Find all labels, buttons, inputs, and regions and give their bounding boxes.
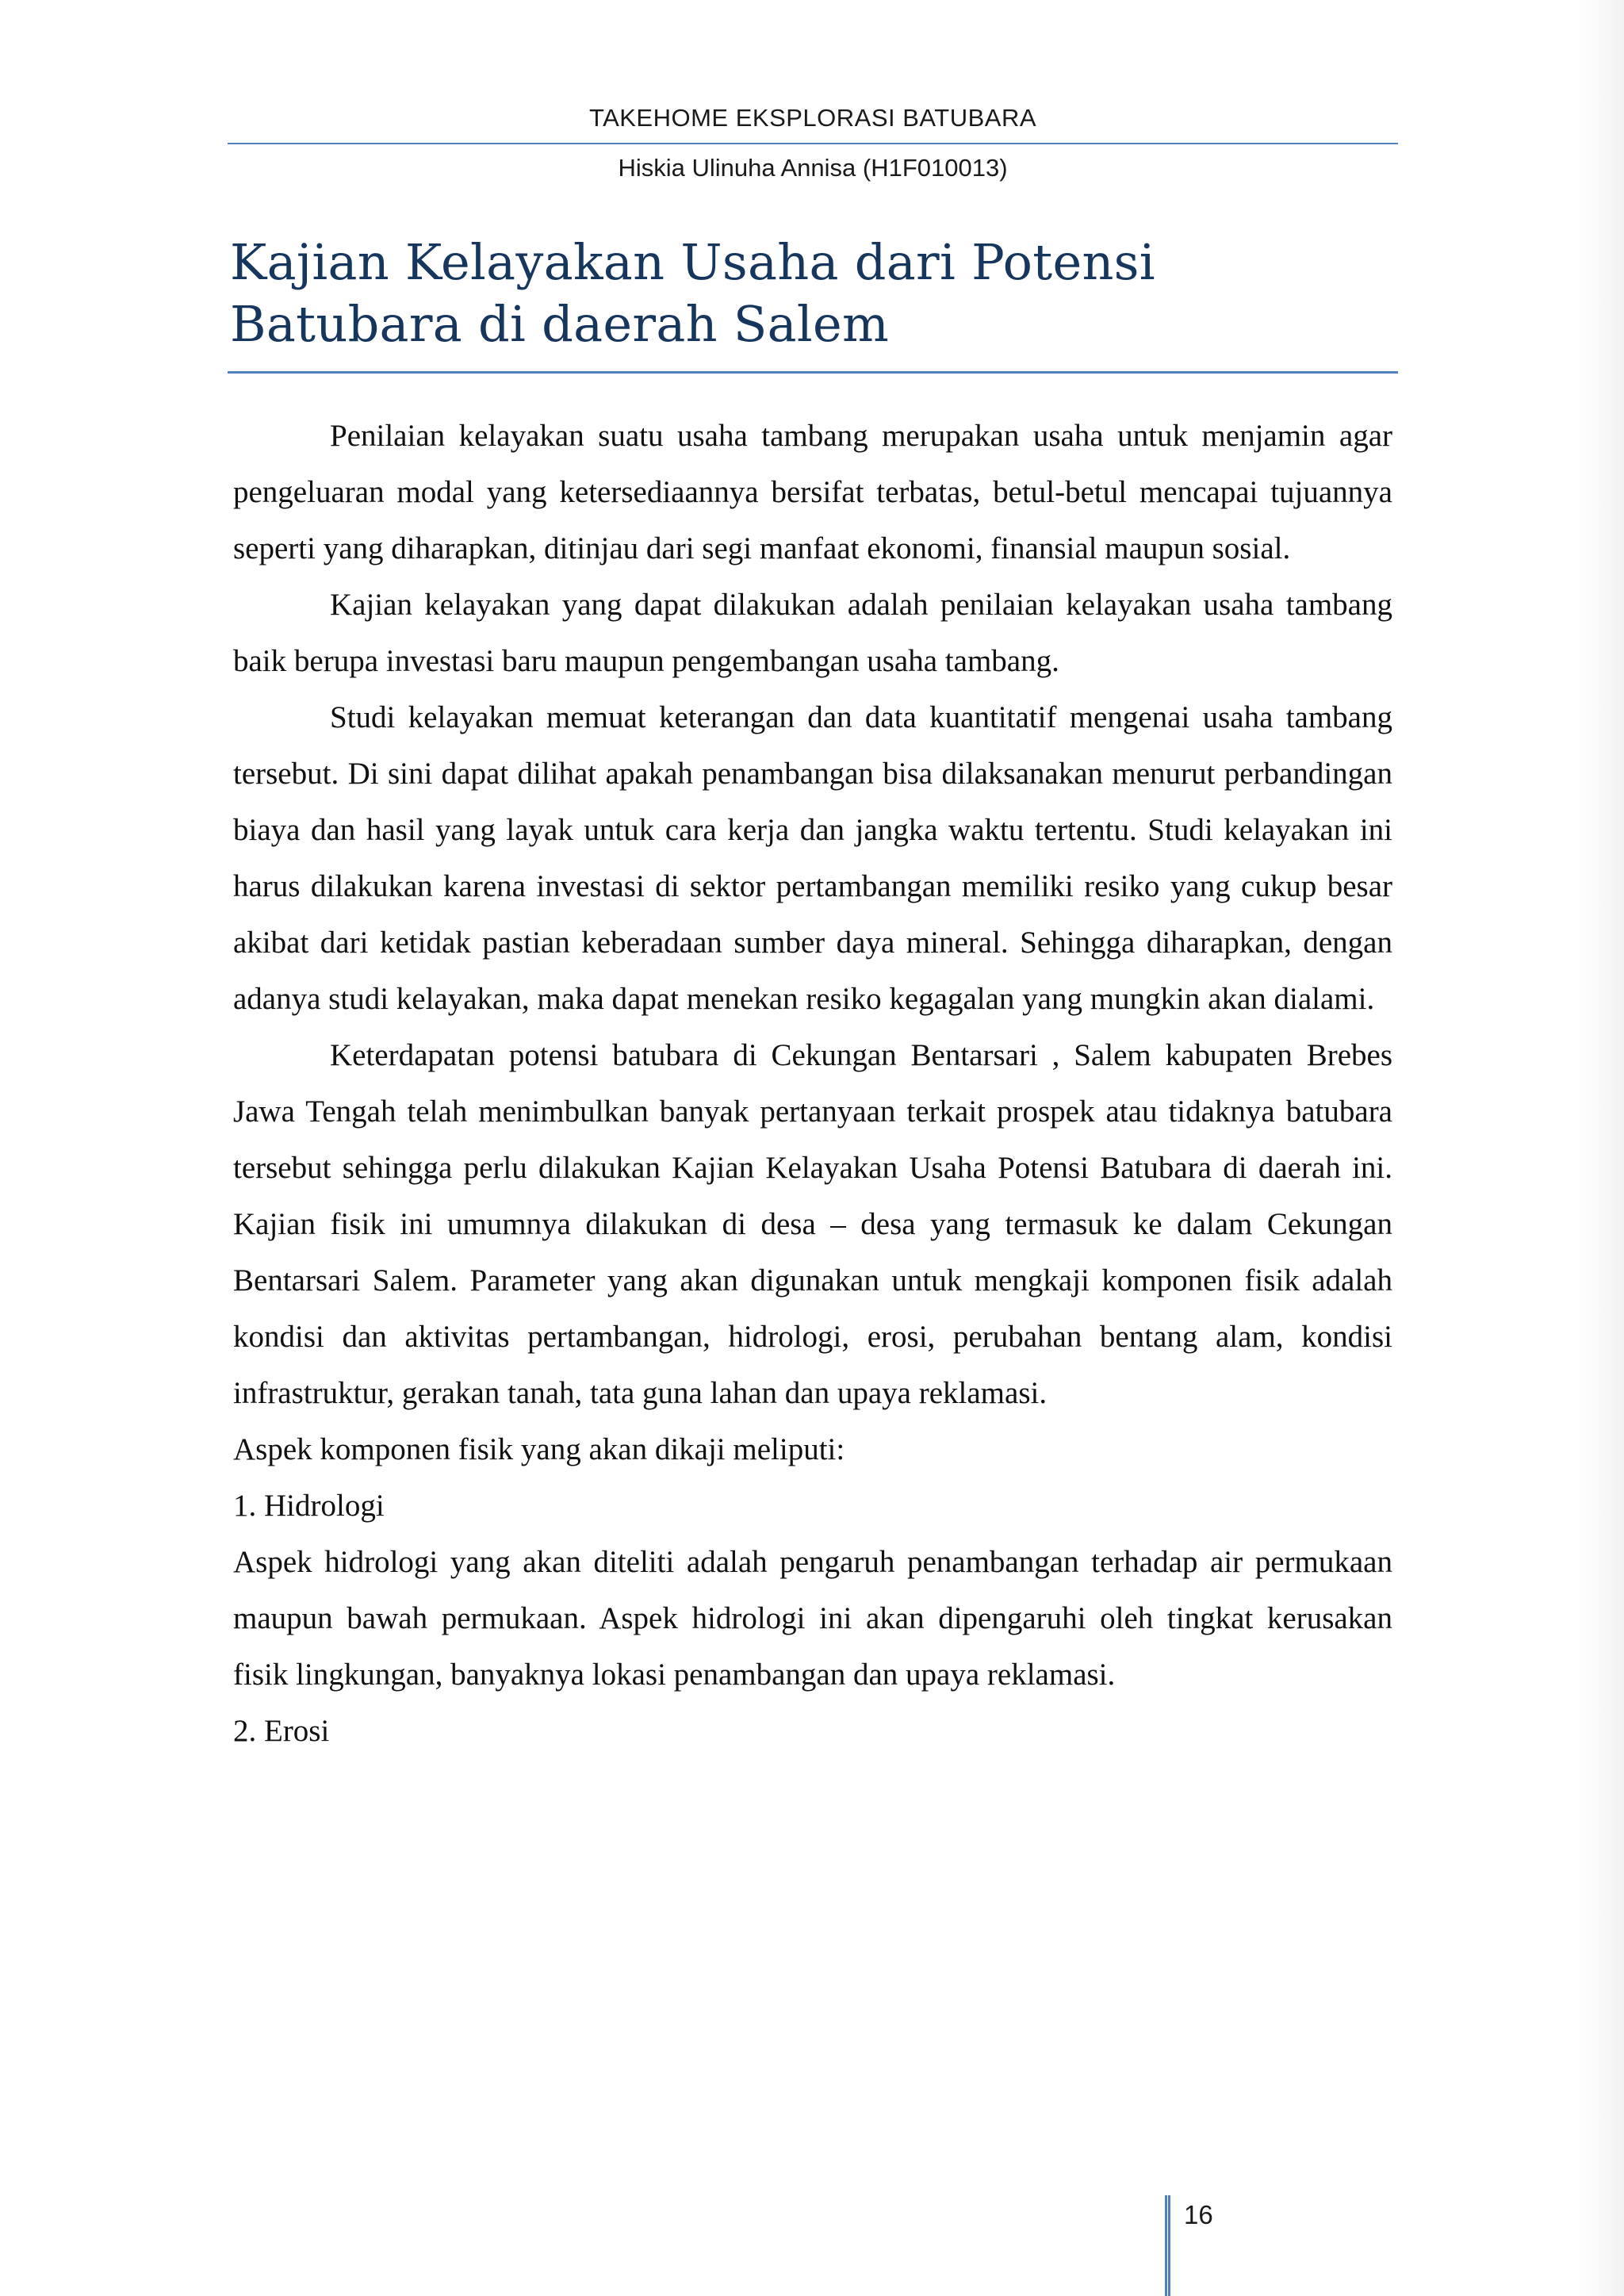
title-divider <box>228 371 1398 374</box>
list-item-text-hidrologi: Aspek hidrologi yang akan diteliti adalah pengaruh penambangan terhadap air permukaan maupun bawah permukaan. Aspek hidrologi ini akan dipengaruhi oleh tingkat kerusakan fisik lingkungan, banyaknya lokasi penambangan dan upaya reklamasi. <box>233 1545 1392 1692</box>
list-item-heading-hidrologi: 1. Hidrologi <box>233 1489 385 1523</box>
document-title: Kajian Kelayakan Usaha dari Potensi Batubara di daerah Salem <box>230 233 1155 353</box>
paragraph: Kajian kelayakan yang dapat dilakukan adalah penilaian kelayakan usaha tambang baik berupa investasi baru maupun pengembangan usaha tambang. <box>233 588 1392 678</box>
header-title: TAKEHOME EKSPLORASI BATUBARA <box>588 104 1037 132</box>
list-item-heading-erosi: 2. Erosi <box>233 1714 330 1748</box>
page-number-bar <box>1165 2195 1170 2296</box>
paragraph: Penilaian kelayakan suatu usaha tambang merupakan usaha untuk menjamin agar pengeluaran modal yang ketersediaannya bersifat terbatas, betul-betul mencapai tujuannya seperti yang diharapkan, ditinjau dari segi manfaat ekonomi, finansial maupun sosial. <box>233 419 1392 565</box>
paragraph: Keterdapatan potensi batubara di Cekungan Bentarsari , Salem kabupaten Brebes Jawa Tengah telah menimbulkan banyak pertanyaan terkait prospek atau tidaknya batubara tersebut sehingga perlu dilakukan Kajian Kelayakan Usaha Potensi Batubara di daerah ini. Kajian fisik ini umumnya dilakukan di desa – desa yang termasuk ke dalam Cekungan Bentarsari Salem. Parameter yang akan digunakan untuk mengkaji komponen fisik adalah kondisi dan aktivitas pertambangan, hidrologi, erosi, perubahan bentang alam, kondisi infrastruktur, gerakan tanah, tata guna lahan dan upaya reklamasi. <box>233 1038 1392 1410</box>
paragraph: Studi kelayakan memuat keterangan dan data kuantitatif mengenai usaha tambang tersebut. Di sini dapat dilihat apakah penambangan bisa dilaksanakan menurut perbandingan biaya dan hasil yang layak untuk cara kerja dan jangka waktu tertentu. Studi kelayakan ini harus dilakukan karena investasi di sektor pertambangan memiliki resiko yang cukup besar akibat dari ketidak pastian keberadaan sumber daya mineral. Sehingga diharapkan, dengan adanya studi kelayakan, maka dapat menekan resiko kegagalan yang mungkin akan dialami. <box>233 700 1392 1016</box>
header-author: Hiskia Ulinuha Annisa (H1F010013) <box>618 154 1008 182</box>
page-edge-shadow <box>1576 0 1624 2296</box>
aspects-intro: Aspek komponen fisik yang akan dikaji meliputi: <box>233 1432 845 1466</box>
document-body <box>233 408 1392 1759</box>
page-number: 16 <box>1184 2200 1213 2229</box>
page-header <box>228 94 1398 192</box>
